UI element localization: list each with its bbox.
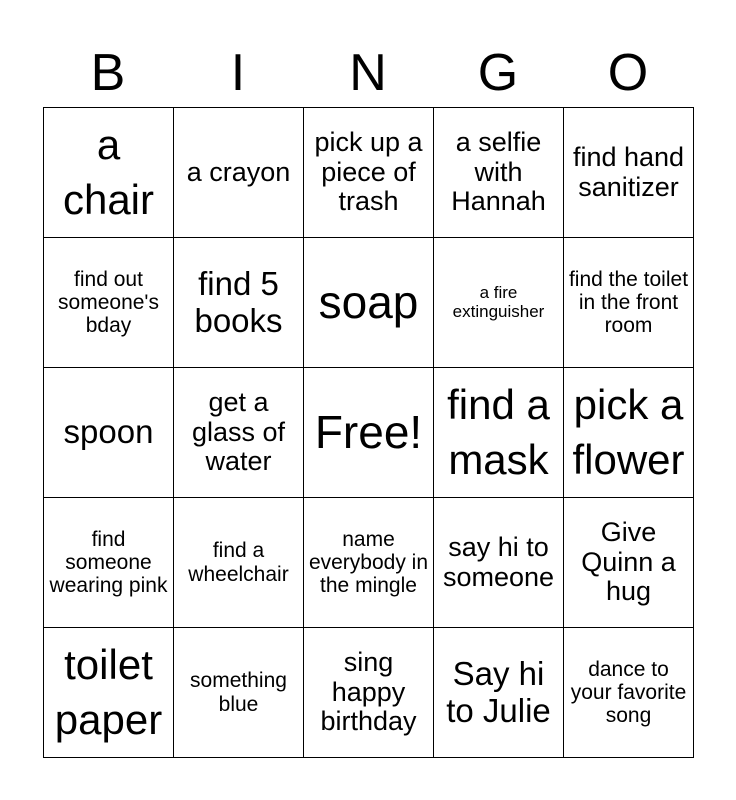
bingo-cell[interactable]: something blue bbox=[174, 628, 304, 758]
header-letter-b: B bbox=[90, 44, 126, 102]
header-letter-n: N bbox=[349, 44, 387, 102]
bingo-cell[interactable]: a selfie with Hannah bbox=[434, 108, 564, 238]
bingo-cell[interactable]: find 5 books bbox=[174, 238, 304, 368]
bingo-row bbox=[44, 238, 694, 368]
bingo-cell[interactable]: find hand sanitizer bbox=[564, 108, 694, 238]
bingo-row bbox=[44, 628, 694, 758]
bingo-cell[interactable]: a chair bbox=[44, 108, 174, 238]
header-letter-i: I bbox=[230, 44, 246, 102]
bingo-cell[interactable]: spoon bbox=[44, 368, 174, 498]
header-letter-o: O bbox=[607, 44, 649, 102]
bingo-cell[interactable]: get a glass of water bbox=[174, 368, 304, 498]
bingo-row bbox=[44, 498, 694, 628]
bingo-cell[interactable]: say hi to someone bbox=[434, 498, 564, 628]
bingo-cell[interactable]: dance to your favorite song bbox=[564, 628, 694, 758]
bingo-row bbox=[44, 368, 694, 498]
bingo-cell[interactable]: toilet paper bbox=[44, 628, 174, 758]
bingo-cell[interactable]: pick up a piece of trash bbox=[304, 108, 434, 238]
bingo-cell[interactable]: Give Quinn a hug bbox=[564, 498, 694, 628]
bingo-cell[interactable]: soap bbox=[304, 238, 434, 368]
bingo-cell[interactable]: a fire extinguisher bbox=[434, 238, 564, 368]
bingo-card bbox=[43, 107, 694, 758]
bingo-cell[interactable]: find the toilet in the front room bbox=[564, 238, 694, 368]
bingo-cell[interactable]: a crayon bbox=[174, 108, 304, 238]
bingo-cell[interactable]: pick a flower bbox=[564, 368, 694, 498]
bingo-cell[interactable]: Say hi to Julie bbox=[434, 628, 564, 758]
bingo-cell[interactable]: name everybody in the mingle bbox=[304, 498, 434, 628]
bingo-cell[interactable]: find someone wearing pink bbox=[44, 498, 174, 628]
free-space-cell[interactable]: Free! bbox=[304, 368, 434, 498]
header-letter-g: G bbox=[477, 44, 519, 102]
bingo-cell[interactable]: sing happy birthday bbox=[304, 628, 434, 758]
bingo-cell[interactable]: find a wheelchair bbox=[174, 498, 304, 628]
bingo-row bbox=[44, 108, 694, 238]
bingo-cell[interactable]: find a mask bbox=[434, 368, 564, 498]
bingo-header bbox=[43, 40, 693, 106]
bingo-cell[interactable]: find out someone's bday bbox=[44, 238, 174, 368]
